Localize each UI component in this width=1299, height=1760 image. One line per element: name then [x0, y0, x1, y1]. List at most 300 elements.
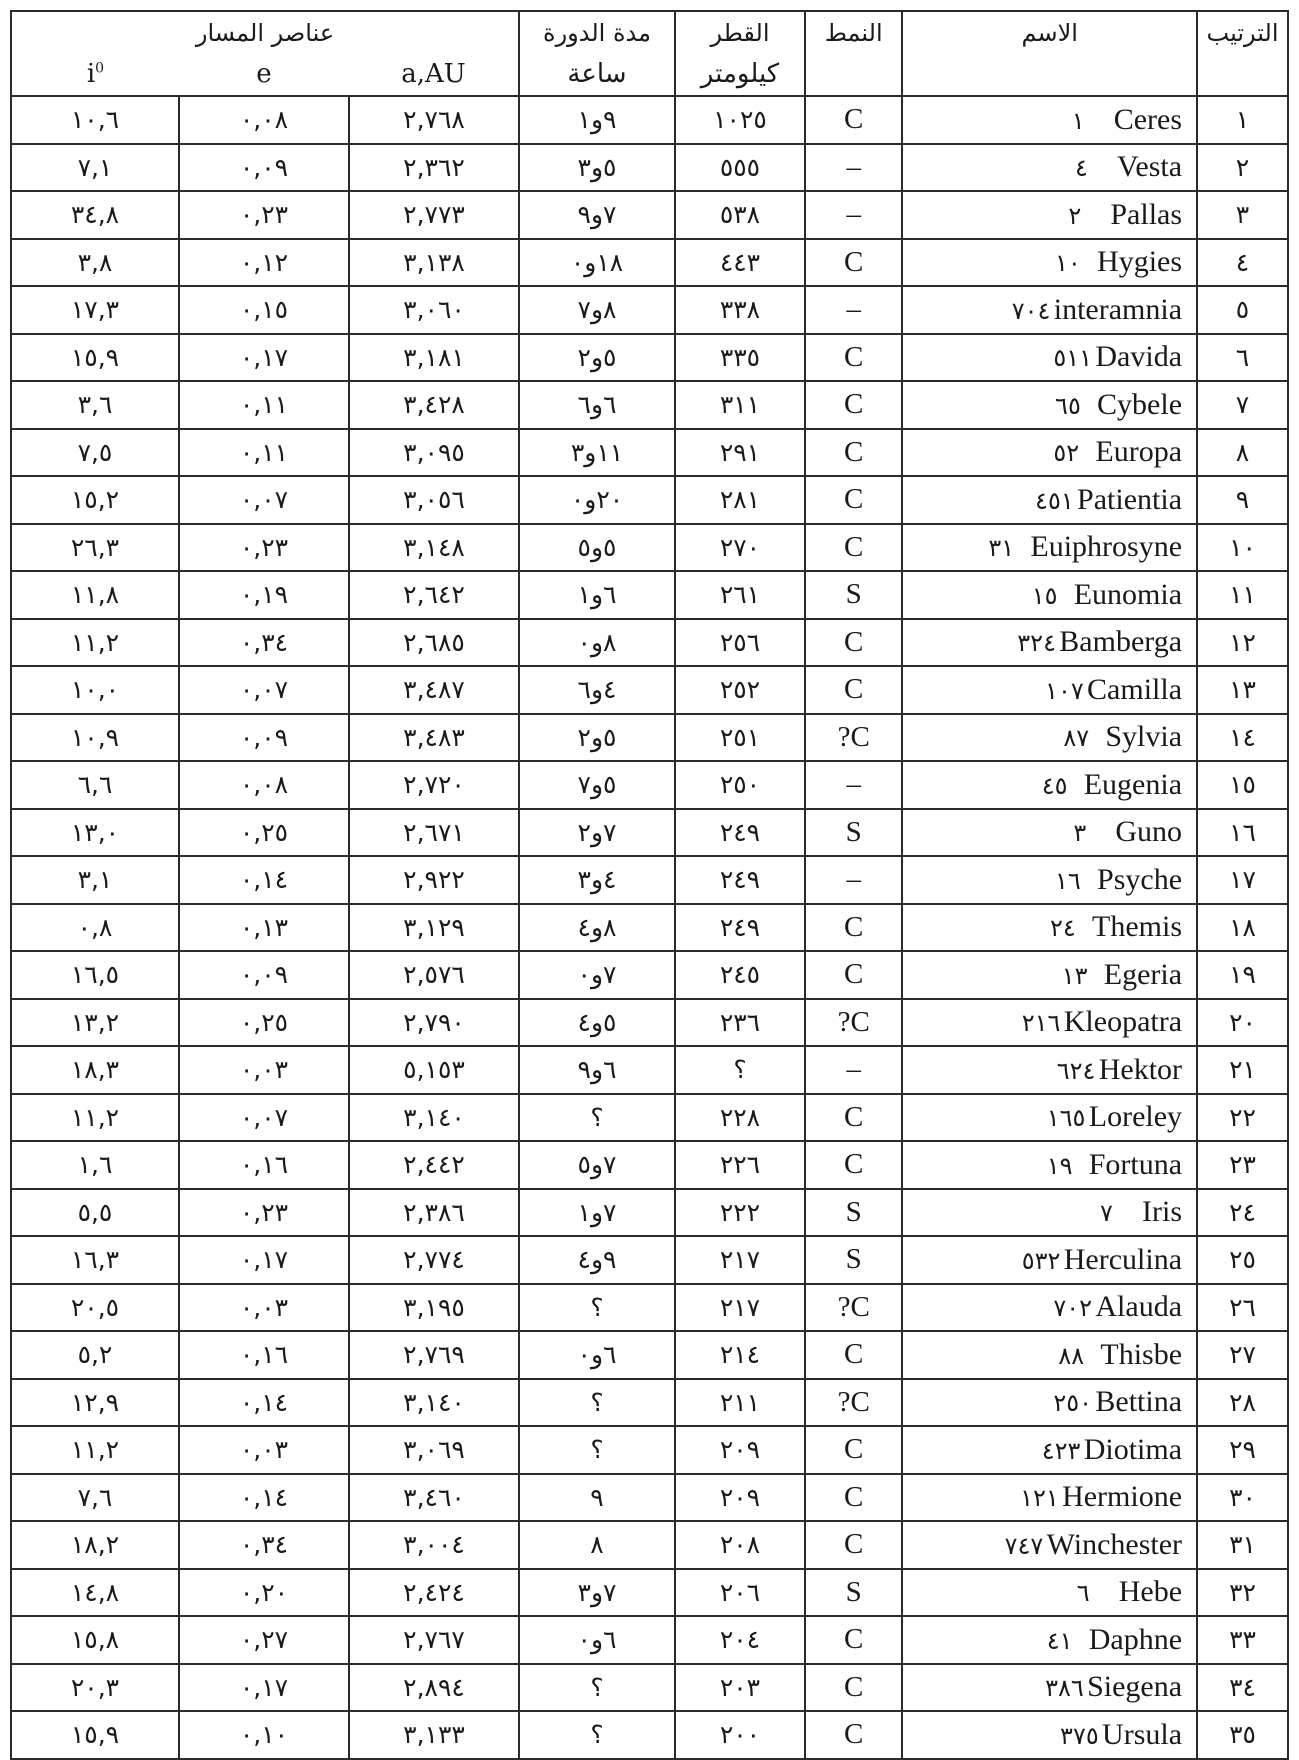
eccentricity-cell: ٠,١٩ — [179, 571, 349, 619]
type-cell: C — [805, 904, 902, 952]
inclination-cell: ١٢,٩ — [11, 1379, 179, 1427]
type-cell: C — [805, 239, 902, 287]
type-cell: S — [805, 1189, 902, 1237]
header-semi-major-axis: a,AU — [349, 53, 519, 96]
table-row — [11, 714, 1288, 762]
asteroid-number: ١٢١ — [1020, 1484, 1059, 1513]
table-row — [11, 951, 1288, 999]
semi-major-axis-cell: ٣,٠٦٩ — [349, 1426, 519, 1474]
name-cell — [902, 951, 1197, 999]
name-cell — [902, 809, 1197, 857]
semi-major-axis-cell: ٣,٠٠٤ — [349, 1521, 519, 1569]
diameter-cell: ٢٣٦ — [675, 999, 805, 1047]
asteroid-name: Herculina — [1063, 1242, 1183, 1276]
asteroid-name: Siegena — [1087, 1670, 1183, 1704]
period-cell: ؟ — [519, 1379, 675, 1427]
rank-cell: ٢٥ — [1197, 1236, 1288, 1284]
header-period: مدة الدورة — [519, 11, 675, 53]
asteroid-number: ٢٤ — [1050, 914, 1076, 943]
asteroid-name: Europa — [1095, 435, 1183, 469]
name-cell — [902, 1711, 1197, 1759]
semi-major-axis-cell: ٢,٧٩٠ — [349, 999, 519, 1047]
asteroid-number: ٧٠٢ — [1053, 1294, 1093, 1323]
semi-major-axis-cell: ٢,٣٨٦ — [349, 1189, 519, 1237]
period-cell: ١٨و٠ — [519, 239, 675, 287]
header-diameter: القطر — [675, 11, 805, 53]
period-cell: ؟ — [519, 1664, 675, 1712]
header-period-unit: ساعة — [519, 53, 675, 96]
eccentricity-cell: ٠,٠٣ — [179, 1046, 349, 1094]
name-cell — [902, 1236, 1197, 1284]
header-type: النمط — [805, 11, 902, 53]
type-cell: C — [805, 381, 902, 429]
eccentricity-cell: ٠,٢٥ — [179, 809, 349, 857]
asteroid-name: Hygies — [1097, 245, 1183, 279]
inclination-cell: ٧,١ — [11, 144, 179, 192]
diameter-cell: ٢٠٨ — [675, 1521, 805, 1569]
type-cell: C — [805, 1426, 902, 1474]
semi-major-axis-cell: ٢,٥٧٦ — [349, 951, 519, 999]
diameter-cell: ٢٥١ — [675, 714, 805, 762]
rank-cell: ٢٣ — [1197, 1141, 1288, 1189]
period-cell: ٩و١ — [519, 96, 675, 144]
asteroid-number: ٤٥ — [1041, 771, 1068, 800]
eccentricity-cell: ٠,٢٠ — [179, 1569, 349, 1617]
type-cell: – — [805, 1046, 902, 1094]
diameter-cell: ٢١٧ — [675, 1236, 805, 1284]
name-cell — [902, 1664, 1197, 1712]
asteroid-name: Patientia — [1077, 482, 1183, 516]
eccentricity-cell: ٠,٠٣ — [179, 1426, 349, 1474]
table-row — [11, 524, 1288, 572]
semi-major-axis-cell: ٣,٠٦٠ — [349, 286, 519, 334]
asteroid-name: Eugenia — [1083, 767, 1183, 801]
diameter-cell: ٢١٧ — [675, 1284, 805, 1332]
name-cell — [902, 1094, 1197, 1142]
rank-cell: ٧ — [1197, 381, 1288, 429]
rank-cell: ١٠ — [1197, 524, 1288, 572]
eccentricity-cell: ٠,٠٨ — [179, 96, 349, 144]
period-cell: ٧و٩ — [519, 191, 675, 239]
table-row — [11, 1569, 1288, 1617]
rank-cell: ١٩ — [1197, 951, 1288, 999]
name-cell — [902, 1046, 1197, 1094]
type-cell: C — [805, 524, 902, 572]
diameter-cell: ٢٥٠ — [675, 761, 805, 809]
type-cell: – — [805, 761, 902, 809]
type-cell: S — [805, 1236, 902, 1284]
eccentricity-cell: ٠,١٦ — [179, 1331, 349, 1379]
semi-major-axis-cell: ٣,٠٥٦ — [349, 476, 519, 524]
table-row — [11, 1141, 1288, 1189]
semi-major-axis-cell: ٣,٤٨٧ — [349, 666, 519, 714]
period-cell: ٨و٧ — [519, 286, 675, 334]
table-row — [11, 286, 1288, 334]
header-inclination — [11, 53, 179, 96]
asteroid-name: Euiphrosyne — [1030, 530, 1183, 564]
diameter-cell: ٣٣٥ — [675, 334, 805, 382]
name-cell — [902, 144, 1197, 192]
name-cell — [902, 1426, 1197, 1474]
asteroid-name: Bamberga — [1059, 625, 1183, 659]
inclination-cell: ١٣,٢ — [11, 999, 179, 1047]
asteroid-name: Egeria — [1103, 957, 1183, 991]
name-cell — [902, 476, 1197, 524]
table-row — [11, 334, 1288, 382]
diameter-cell: ٤٤٣ — [675, 239, 805, 287]
header-eccentricity: e — [179, 53, 349, 96]
name-cell — [902, 666, 1197, 714]
asteroid-number: ١٣ — [1061, 961, 1088, 990]
name-cell — [902, 1474, 1197, 1522]
rank-cell: ١٢ — [1197, 619, 1288, 667]
rank-cell: ٣٠ — [1197, 1474, 1288, 1522]
name-cell — [902, 856, 1197, 904]
semi-major-axis-cell: ٢,٩٢٢ — [349, 856, 519, 904]
semi-major-axis-cell: ٢,٧٢٠ — [349, 761, 519, 809]
table-row — [11, 1284, 1288, 1332]
name-cell — [902, 381, 1197, 429]
rank-cell: ٦ — [1197, 334, 1288, 382]
type-cell: C — [805, 1094, 902, 1142]
type-cell: C — [805, 1521, 902, 1569]
asteroid-number: ٥٣٢ — [1021, 1246, 1061, 1275]
rank-cell: ٣١ — [1197, 1521, 1288, 1569]
asteroid-number: ٥١١ — [1053, 344, 1093, 373]
rank-cell: ٢٧ — [1197, 1331, 1288, 1379]
period-cell: ٩و٤ — [519, 1236, 675, 1284]
type-cell: – — [805, 856, 902, 904]
inclination-cell: ١١,٢ — [11, 1094, 179, 1142]
type-cell: – — [805, 191, 902, 239]
eccentricity-cell: ٠,٠٧ — [179, 666, 349, 714]
asteroid-number: ٨٧ — [1063, 724, 1090, 753]
semi-major-axis-cell: ٣,١٤٠ — [349, 1094, 519, 1142]
asteroid-name: Fortuna — [1088, 1147, 1183, 1181]
asteroid-number: ٢ — [1068, 201, 1082, 230]
asteroid-number: ٣ — [1073, 819, 1087, 848]
asteroid-name: Vesta — [1117, 150, 1183, 184]
asteroid-name: Thisbe — [1100, 1337, 1183, 1371]
period-cell: ٦و١ — [519, 571, 675, 619]
inclination-cell: ٧,٦ — [11, 1474, 179, 1522]
rank-cell: ١٧ — [1197, 856, 1288, 904]
diameter-cell: ٣٣٨ — [675, 286, 805, 334]
rank-cell: ١٤ — [1197, 714, 1288, 762]
period-cell: ؟ — [519, 1094, 675, 1142]
header-inclination-symbol: i — [86, 59, 96, 89]
eccentricity-cell: ٠,١٧ — [179, 1236, 349, 1284]
asteroid-number: ٧ — [1100, 1199, 1113, 1228]
table-row — [11, 999, 1288, 1047]
asteroid-number: ٦ — [1076, 1579, 1090, 1608]
period-cell: ٧و١ — [519, 1189, 675, 1237]
rank-cell: ٢٠ — [1197, 999, 1288, 1047]
rank-cell: ٢٢ — [1197, 1094, 1288, 1142]
eccentricity-cell: ٠,١٤ — [179, 856, 349, 904]
period-cell: ؟ — [519, 1711, 675, 1759]
rank-cell: ٢١ — [1197, 1046, 1288, 1094]
rank-cell: ١ — [1197, 96, 1288, 144]
diameter-cell: ٢٩١ — [675, 429, 805, 477]
inclination-cell: ١٨,٣ — [11, 1046, 179, 1094]
type-cell: C — [805, 666, 902, 714]
asteroid-name: Hermione — [1062, 1480, 1183, 1514]
table-row — [11, 429, 1288, 477]
inclination-cell: ١٤,٨ — [11, 1569, 179, 1617]
eccentricity-cell: ٠,٢٣ — [179, 1189, 349, 1237]
period-cell: ٨و٠ — [519, 619, 675, 667]
asteroid-name: Ursula — [1102, 1717, 1183, 1751]
type-cell: C — [805, 476, 902, 524]
rank-cell: ٣٤ — [1197, 1664, 1288, 1712]
rank-cell: ١٣ — [1197, 666, 1288, 714]
asteroid-number: ٧٠٤ — [1011, 296, 1051, 325]
type-cell: S — [805, 1569, 902, 1617]
diameter-cell: ٢٢٦ — [675, 1141, 805, 1189]
table-row — [11, 1426, 1288, 1474]
rank-cell: ٢٤ — [1197, 1189, 1288, 1237]
period-cell: ٨و٤ — [519, 904, 675, 952]
inclination-cell: ٦,٦ — [11, 761, 179, 809]
name-cell — [902, 239, 1197, 287]
asteroid-name: Sylvia — [1105, 720, 1183, 754]
name-cell — [902, 524, 1197, 572]
period-cell: ٥و٤ — [519, 999, 675, 1047]
diameter-cell: ٢٨١ — [675, 476, 805, 524]
asteroid-name: Themis — [1092, 910, 1183, 944]
type-cell: C — [805, 1331, 902, 1379]
asteroid-number: ٣٢٤ — [1017, 629, 1056, 658]
table-header — [11, 11, 1288, 96]
type-cell: C — [805, 1664, 902, 1712]
diameter-cell: ؟ — [675, 1046, 805, 1094]
inclination-cell: ١٧,٣ — [11, 286, 179, 334]
asteroid-number: ٣٨٦ — [1045, 1674, 1084, 1703]
asteroid-name: Eunomia — [1073, 577, 1183, 611]
diameter-cell: ٥٥٥ — [675, 144, 805, 192]
eccentricity-cell: ٠,١٧ — [179, 334, 349, 382]
header-name-blank — [902, 53, 1197, 96]
period-cell: ٥و٢ — [519, 714, 675, 762]
inclination-cell: ٢٠,٥ — [11, 1284, 179, 1332]
asteroid-name: Loreley — [1088, 1100, 1183, 1134]
semi-major-axis-cell: ٣,١٢٩ — [349, 904, 519, 952]
diameter-cell: ٢٧٠ — [675, 524, 805, 572]
name-cell — [902, 619, 1197, 667]
period-cell: ٤و٦ — [519, 666, 675, 714]
asteroid-number: ٤٥١ — [1035, 486, 1074, 515]
asteroid-number: ٣٧٥ — [1060, 1721, 1099, 1750]
diameter-cell: ٢١٤ — [675, 1331, 805, 1379]
semi-major-axis-cell: ٢,٦٤٢ — [349, 571, 519, 619]
diameter-cell: ٢٤٩ — [675, 904, 805, 952]
asteroid-number: ١٦ — [1055, 866, 1081, 895]
inclination-cell: ٥,٢ — [11, 1331, 179, 1379]
rank-cell: ١٨ — [1197, 904, 1288, 952]
semi-major-axis-cell: ٣,١٨١ — [349, 334, 519, 382]
asteroid-name: Psyche — [1097, 862, 1183, 896]
name-cell — [902, 1284, 1197, 1332]
eccentricity-cell: ٠,١٠ — [179, 1711, 349, 1759]
table-row — [11, 191, 1288, 239]
diameter-cell: ٢٥٢ — [675, 666, 805, 714]
inclination-cell: ٣,٦ — [11, 381, 179, 429]
inclination-cell: ١٥,٢ — [11, 476, 179, 524]
rank-cell: ١١ — [1197, 571, 1288, 619]
asteroid-name: Winchester — [1046, 1527, 1183, 1561]
table-row — [11, 1711, 1288, 1759]
semi-major-axis-cell: ٣,٤٢٨ — [349, 381, 519, 429]
period-cell: ٤و٣ — [519, 856, 675, 904]
period-cell: ٦و٠ — [519, 1616, 675, 1664]
diameter-cell: ٢٤٥ — [675, 951, 805, 999]
diameter-cell: ٢٢٨ — [675, 1094, 805, 1142]
semi-major-axis-cell: ٣,١٣٨ — [349, 239, 519, 287]
eccentricity-cell: ٠,١١ — [179, 381, 349, 429]
type-cell: C — [805, 429, 902, 477]
name-cell — [902, 1521, 1197, 1569]
asteroid-number: ١٠ — [1055, 249, 1081, 278]
name-cell — [902, 999, 1197, 1047]
name-cell — [902, 1189, 1197, 1237]
eccentricity-cell: ٠,٠٧ — [179, 1094, 349, 1142]
rank-cell: ٣٢ — [1197, 1569, 1288, 1617]
period-cell: ؟ — [519, 1284, 675, 1332]
asteroid-number: ٧٤٧ — [1004, 1531, 1044, 1560]
semi-major-axis-cell: ٣,١٣٣ — [349, 1711, 519, 1759]
name-cell — [902, 1616, 1197, 1664]
name-cell — [902, 96, 1197, 144]
rank-cell: ٩ — [1197, 476, 1288, 524]
header-orbit-elements: عناصر المسار — [11, 11, 519, 53]
header-type-blank — [805, 53, 902, 96]
asteroid-number: ٥٢ — [1053, 439, 1080, 468]
asteroid-name: Alauda — [1095, 1290, 1183, 1324]
period-cell: ٧و٣ — [519, 1569, 675, 1617]
table-row — [11, 96, 1288, 144]
inclination-cell: ١٣,٠ — [11, 809, 179, 857]
table-row — [11, 761, 1288, 809]
table-row — [11, 1236, 1288, 1284]
rank-cell: ٢٩ — [1197, 1426, 1288, 1474]
eccentricity-cell: ٠,١٧ — [179, 1664, 349, 1712]
diameter-cell: ٢٤٩ — [675, 809, 805, 857]
inclination-cell: ١٠,٦ — [11, 96, 179, 144]
asteroid-number: ٤١ — [1046, 1626, 1073, 1655]
asteroid-name: Diotima — [1083, 1432, 1183, 1466]
type-cell: C — [805, 951, 902, 999]
semi-major-axis-cell: ٢,٧٦٧ — [349, 1616, 519, 1664]
name-cell — [902, 714, 1197, 762]
rank-cell: ٢ — [1197, 144, 1288, 192]
eccentricity-cell: ٠,٠٨ — [179, 761, 349, 809]
table-row — [11, 1616, 1288, 1664]
name-cell — [902, 571, 1197, 619]
table-row — [11, 571, 1288, 619]
eccentricity-cell: ٠,٠٩ — [179, 714, 349, 762]
header-rank-blank — [1197, 53, 1288, 96]
inclination-cell: ١١,٨ — [11, 571, 179, 619]
semi-major-axis-cell: ٢,٨٩٤ — [349, 1664, 519, 1712]
rank-cell: ٥ — [1197, 286, 1288, 334]
eccentricity-cell: ٠,١٢ — [179, 239, 349, 287]
type-cell: C — [805, 334, 902, 382]
asteroid-number: ٣١ — [988, 534, 1015, 563]
type-cell: C? — [805, 999, 902, 1047]
table-row — [11, 856, 1288, 904]
name-cell — [902, 286, 1197, 334]
table-body — [11, 96, 1288, 1759]
eccentricity-cell: ٠,٠٩ — [179, 144, 349, 192]
period-cell: ٥و٥ — [519, 524, 675, 572]
asteroid-number: ١ — [1071, 106, 1085, 135]
period-cell: ٥و٣ — [519, 144, 675, 192]
asteroid-number: ٢٥٠ — [1053, 1389, 1093, 1418]
asteroid-number: ٨٨ — [1058, 1341, 1085, 1370]
inclination-cell: ٠,٨ — [11, 904, 179, 952]
type-cell: C — [805, 1616, 902, 1664]
asteroid-name: Iris — [1142, 1195, 1183, 1229]
asteroid-name: interamnia — [1053, 292, 1183, 326]
table-row — [11, 239, 1288, 287]
rank-cell: ٣ — [1197, 191, 1288, 239]
type-cell: C — [805, 1711, 902, 1759]
type-cell: C? — [805, 1379, 902, 1427]
type-cell: S — [805, 809, 902, 857]
semi-major-axis-cell: ٢,٤٤٢ — [349, 1141, 519, 1189]
rank-cell: ٣٥ — [1197, 1711, 1288, 1759]
inclination-cell: ١٥,٨ — [11, 1616, 179, 1664]
asteroid-number: ١٩ — [1046, 1151, 1073, 1180]
rank-cell: ٢٦ — [1197, 1284, 1288, 1332]
rank-cell: ٢٨ — [1197, 1379, 1288, 1427]
type-cell: C — [805, 96, 902, 144]
type-cell: C? — [805, 714, 902, 762]
table-row — [11, 381, 1288, 429]
asteroid-number: ١٦٥ — [1046, 1104, 1086, 1133]
diameter-cell: ٢٠٠ — [675, 1711, 805, 1759]
semi-major-axis-cell: ٣,٤٨٣ — [349, 714, 519, 762]
diameter-cell: ٢٠٣ — [675, 1664, 805, 1712]
eccentricity-cell: ٠,١٥ — [179, 286, 349, 334]
name-cell — [902, 904, 1197, 952]
diameter-cell: ٢٥٦ — [675, 619, 805, 667]
diameter-cell: ٢١١ — [675, 1379, 805, 1427]
semi-major-axis-cell: ٣,١٤٨ — [349, 524, 519, 572]
semi-major-axis-cell: ٢,٧٧٤ — [349, 1236, 519, 1284]
inclination-cell: ١٨,٢ — [11, 1521, 179, 1569]
asteroid-name: Guno — [1115, 815, 1183, 849]
asteroid-number: ٤ — [1075, 154, 1088, 183]
period-cell: ٧و٥ — [519, 1141, 675, 1189]
asteroid-number: ٦٢٤ — [1056, 1056, 1096, 1085]
semi-major-axis-cell: ٢,٦٧١ — [349, 809, 519, 857]
table-row — [11, 1521, 1288, 1569]
rank-cell: ٤ — [1197, 239, 1288, 287]
inclination-cell: ٢٠,٣ — [11, 1664, 179, 1712]
asteroid-name: Davida — [1095, 340, 1183, 374]
table-row — [11, 1379, 1288, 1427]
header-name: الاسم — [902, 11, 1197, 53]
table-row — [11, 619, 1288, 667]
table-row — [11, 1331, 1288, 1379]
eccentricity-cell: ٠,٠٧ — [179, 476, 349, 524]
semi-major-axis-cell: ٥,١٥٣ — [349, 1046, 519, 1094]
asteroid-name: Hektor — [1098, 1052, 1183, 1086]
table-row — [11, 904, 1288, 952]
period-cell: ٥و٧ — [519, 761, 675, 809]
